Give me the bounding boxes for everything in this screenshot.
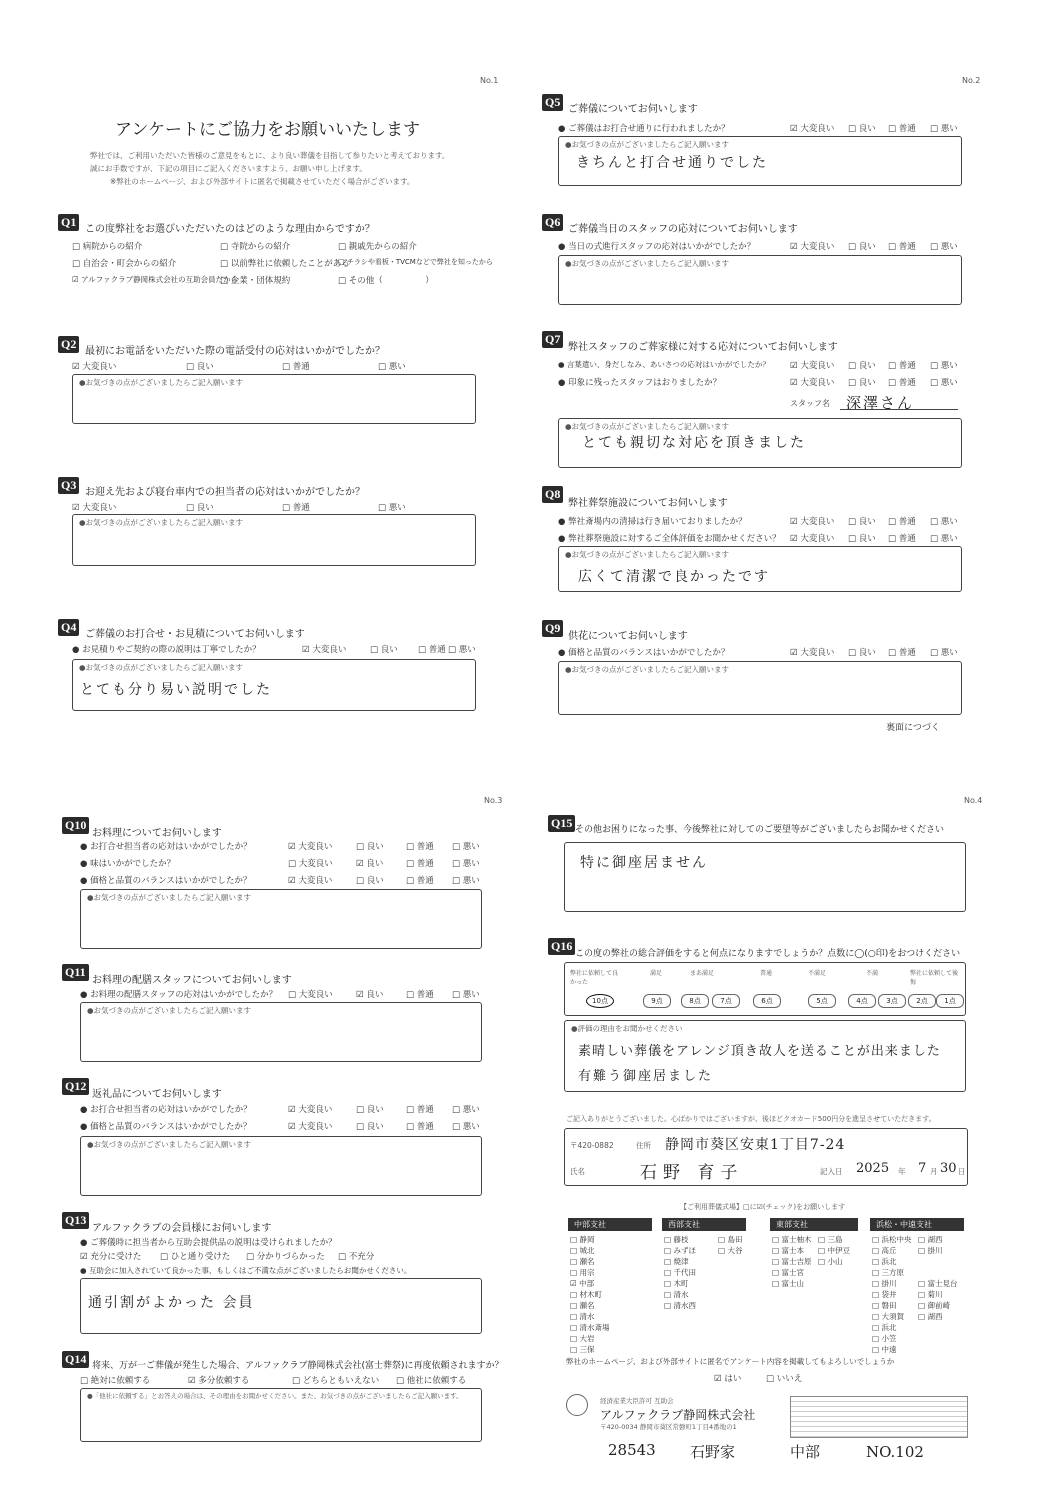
date-label: 記入日 xyxy=(820,1167,843,1176)
branch-extra[interactable]: □ 富士見台 xyxy=(918,1279,958,1288)
q16-handwritten-reason-2: 有難う御座居ました xyxy=(578,1069,714,1084)
q2-comment-box[interactable] xyxy=(72,374,476,424)
q10-number: Q10 xyxy=(62,817,89,834)
q10-option[interactable]: □ 良い xyxy=(356,842,384,852)
date-year-label: 年 xyxy=(898,1167,906,1176)
q6-option[interactable]: □ 普通 xyxy=(888,242,916,252)
footer-area: 中部 xyxy=(790,1443,821,1461)
score-10-selected[interactable]: 10点 xyxy=(586,994,614,1008)
q3-option[interactable]: □ 良い xyxy=(186,503,214,513)
q15-number: Q15 xyxy=(548,815,575,832)
q7-text: 弊社スタッフのご葬家様に対する応対についてお伺いします xyxy=(568,342,838,353)
q1-option[interactable]: □ チラシや看板・TVCMなどで弊社を知ったから xyxy=(338,258,493,266)
intro-line-3: ※弊社のホームページ、および外部サイトに匿名で掲載させていただく場合がございます。 xyxy=(110,177,415,186)
company-address: 〒420-0034 静岡市葵区常磐町1丁目4番地の1 xyxy=(600,1423,737,1431)
comment-label: ●お気づきの点がございましたらご記入願います xyxy=(87,1140,252,1149)
q1-option[interactable]: □ 自治会・町会からの紹介 xyxy=(72,259,177,269)
q13-option[interactable]: ☑ 充分に受けた xyxy=(80,1252,142,1262)
q10-option[interactable]: □ 良い xyxy=(356,876,384,886)
intro-line-1: 弊社では、ご利用いただいた皆様のご意見をもとに、より良い葬儀を目指して参りたいと考えております。 xyxy=(90,151,450,160)
q11-option[interactable]: ☑ 良い xyxy=(356,990,384,1000)
q3-number: Q3 xyxy=(58,477,79,494)
q8-number: Q8 xyxy=(542,486,563,503)
q6-option[interactable]: □ 悪い xyxy=(930,242,958,252)
q16-category: 満足 xyxy=(650,970,663,977)
q7-option[interactable]: □ 悪い xyxy=(930,378,958,388)
q15-handwritten-answer: 特に御座居ません xyxy=(580,855,708,871)
q3-option[interactable]: ☑ 大変良い xyxy=(72,503,117,513)
comment-label: ●お気づきの点がございましたらご記入願います xyxy=(565,665,730,674)
q7-option[interactable]: □ 普通 xyxy=(888,361,916,371)
q13-text: アルファクラブの会員様にお伺いします xyxy=(92,1223,272,1234)
branch-list[interactable]: □ 富士柚木 □ 富士本 □ 富士吉原 □ 富士宮 □ 富士山 xyxy=(772,1235,812,1288)
q9-option[interactable]: ☑ 大変良い xyxy=(790,648,835,658)
q10-subquestion: ● 味はいかがでしたか？ xyxy=(80,859,176,869)
q12-option[interactable]: □ 悪い xyxy=(452,1122,480,1132)
q10-option[interactable]: □ 悪い xyxy=(452,842,480,852)
q12-subquestion: ● お打合せ担当者の応対はいかがでしたか？ xyxy=(80,1105,252,1115)
q8-option[interactable]: □ 普通 xyxy=(888,517,916,527)
score-6[interactable]: 6点 xyxy=(753,994,781,1008)
q9-subquestion: ● 価格と品質のバランスはいかがでしたか？ xyxy=(558,648,730,658)
q5-text: ご葬儀についてお伺いします xyxy=(568,104,698,115)
q4-option[interactable]: ☑ 大変良い xyxy=(302,645,347,655)
q13-option[interactable]: □ 分かりづらかった xyxy=(246,1252,325,1262)
branch-extra[interactable]: □ 小山 xyxy=(818,1257,843,1266)
comment-label: ●お気づきの点がございましたらご記入願います xyxy=(87,893,252,902)
comment-label: ●お気づきの点がございましたらご記入願います xyxy=(565,259,730,268)
q8-option[interactable]: □ 良い xyxy=(848,517,876,527)
q16-category: まあ満足 xyxy=(690,970,715,977)
q1-option[interactable]: ☑ アルファクラブ静岡株式会社の互助会員だから xyxy=(72,275,239,284)
q4-option[interactable]: □ 悪い xyxy=(448,645,476,655)
q9-option[interactable]: □ 悪い xyxy=(930,648,958,658)
q16-category: 普通 xyxy=(760,970,773,977)
branch-list[interactable]: □ 藤枝 □ みずほ □ 焼津 □ 千代田 □ 木町 □ 清水 □ 清水西 xyxy=(664,1235,696,1310)
q11-option[interactable]: □ 大変良い xyxy=(288,990,333,1000)
q2-option[interactable]: □ 良い xyxy=(186,362,214,372)
score-3[interactable]: 3点 xyxy=(878,994,906,1008)
q8-option[interactable]: ☑ 大変良い xyxy=(790,534,835,544)
q2-text: 最初にお電話をいただいた際の電話受付の応対はいかがでしたか？ xyxy=(85,346,385,357)
q3-option[interactable]: □ 悪い xyxy=(378,503,406,513)
company-name: アルファクラブ静岡株式会社 xyxy=(600,1408,756,1422)
q2-number: Q2 xyxy=(58,336,79,353)
q3-option[interactable]: □ 普通 xyxy=(282,503,310,513)
publish-question: 弊社のホームページ、および外部サイトに匿名でアンケート内容を掲載してもよろしいでしょうか xyxy=(566,1357,895,1366)
q9-option[interactable]: □ 良い xyxy=(848,648,876,658)
q8-option[interactable]: ☑ 大変良い xyxy=(790,517,835,527)
page-number: No.4 xyxy=(964,796,983,805)
branch-extra[interactable]: □ 三島 xyxy=(818,1235,843,1244)
q2-option[interactable]: ☑ 大変良い xyxy=(72,362,117,372)
branch-extra[interactable]: □ 湖西 xyxy=(918,1312,943,1321)
score-2[interactable]: 2点 xyxy=(908,994,936,1008)
comment-label: ●お気づきの点がございましたらご記入願います xyxy=(565,550,730,559)
comment-label: ●お気づきの点がございましたらご記入願います xyxy=(79,378,244,387)
q11-subquestion: ● お料理の配膳スタッフの応対はいかがでしたか？ xyxy=(80,990,278,1000)
zip-code: 〒420-0882 xyxy=(570,1141,614,1150)
q6-option[interactable]: ☑ 大変良い xyxy=(790,242,835,252)
q10-text: お料理についてお伺いします xyxy=(92,828,222,839)
branch-extra[interactable]: □ 菊川 xyxy=(918,1290,943,1299)
q10-option[interactable]: □ 悪い xyxy=(452,876,480,886)
comment-label: ●お気づきの点がございましたらご記入願います xyxy=(565,422,730,431)
branch-extra[interactable]: □ 御前崎 xyxy=(918,1301,950,1310)
branch-extra[interactable]: □ 湖西 xyxy=(918,1235,943,1244)
q3-comment-box[interactable] xyxy=(72,514,476,566)
comment-label: ●お気づきの点がございましたらご記入願います xyxy=(79,663,244,672)
q1-option[interactable]: □ 以前弊社に依頼したことがある xyxy=(220,259,350,269)
q12-option[interactable]: □ 悪い xyxy=(452,1105,480,1115)
q6-subquestion: ● 当日の式進行スタッフの応対はいかがでしたか？ xyxy=(558,242,756,252)
hall-title: 【ご利用葬儀式場】□に☑(チェック)をお願いします xyxy=(680,1203,846,1211)
q16-number: Q16 xyxy=(548,938,575,955)
q9-text: 供花についてお伺いします xyxy=(568,631,688,642)
address-value: 静岡市葵区安東1丁目7-24 xyxy=(665,1137,846,1153)
q7-option[interactable]: □ 悪い xyxy=(930,361,958,371)
q14-option[interactable]: ☑ 多分依頼する xyxy=(188,1376,250,1386)
branch-extra[interactable]: □ 島田 xyxy=(718,1235,743,1244)
q12-option[interactable]: □ 良い xyxy=(356,1122,384,1132)
q7-subquestion-1: ● 言葉遣い、身だしなみ、あいさつの応対はいかがでしたか？ xyxy=(558,360,770,369)
q1-option[interactable]: □ 親戚先からの紹介 xyxy=(338,242,417,252)
q8-handwritten-answer: 広くて清潔で良かったです xyxy=(578,569,770,585)
footer-id: 28543 xyxy=(608,1441,656,1459)
q4-number: Q4 xyxy=(58,619,79,636)
q7-handwritten-answer: とても親切な対応を頂きました xyxy=(582,435,806,451)
footer-family: 石野家 xyxy=(690,1443,736,1461)
q15-text: その他お困りになった事、今後弊社に対してのご要望等がございましたらお聞かせください xyxy=(575,825,945,835)
q13-option[interactable]: □ ひと通り受けた xyxy=(160,1252,231,1262)
q8-text: 弊社葬祭施設についてお伺いします xyxy=(568,498,728,509)
q11-number: Q11 xyxy=(62,964,89,981)
q16-category: 不満足 xyxy=(808,970,827,977)
q7-option[interactable]: □ 良い xyxy=(848,361,876,371)
comment-label: ●お気づきの点がございましたらご記入願います xyxy=(565,140,730,149)
q8-option[interactable]: □ 悪い xyxy=(930,534,958,544)
q8-option[interactable]: □ 良い xyxy=(848,534,876,544)
page-number: No.2 xyxy=(962,76,981,85)
q9-number: Q9 xyxy=(542,620,563,637)
privacy-notice xyxy=(790,1396,968,1438)
q14-comment-box[interactable] xyxy=(80,1388,482,1442)
branch-list[interactable]: □ 静岡 □ 城北 □ 瀬名 □ 用宗 ☑ 中部 □ 材木町 □ 瀬名 □ 清水 □ 清水斎場 □ 大岩 □ 三保 xyxy=(570,1235,610,1354)
q4-text: ご葬儀のお打合せ・お見積についてお伺いします xyxy=(85,629,305,640)
q12-option[interactable]: □ 普通 xyxy=(406,1122,434,1132)
q10-option[interactable]: ☑ 良い xyxy=(356,859,384,869)
q16-category: 不満 xyxy=(866,970,879,977)
q10-subquestion: ● お打合せ担当者の応対はいかがでしたか？ xyxy=(80,842,252,852)
publish-no[interactable]: □ いいえ xyxy=(766,1374,803,1384)
q2-option[interactable]: □ 普通 xyxy=(282,362,310,372)
q14-option[interactable]: □ どちらともいえない xyxy=(292,1376,380,1386)
q12-option[interactable]: □ 普通 xyxy=(406,1105,434,1115)
company-assoc: 経済産業大臣許可 互助会 xyxy=(600,1397,674,1405)
q2-option[interactable]: □ 悪い xyxy=(378,362,406,372)
q10-option[interactable]: ☑ 大変良い xyxy=(288,876,333,886)
score-8[interactable]: 8点 xyxy=(681,994,709,1008)
q13-number: Q13 xyxy=(62,1212,89,1229)
continue-note: 裏面につづく xyxy=(886,723,940,733)
q10-option[interactable]: □ 普通 xyxy=(406,859,434,869)
comment-label: ●お気づきの点がございましたらご記入願います xyxy=(79,518,244,527)
q10-comment-box[interactable] xyxy=(80,889,482,949)
q5-handwritten-answer: きちんと打合せ通りでした xyxy=(576,155,768,171)
score-5[interactable]: 5点 xyxy=(808,994,836,1008)
q8-subquestion-2: ● 弊社葬祭施設に対するご全体評価をお聞かせください？ xyxy=(558,534,781,544)
q12-option[interactable]: □ 良い xyxy=(356,1105,384,1115)
page-title: アンケートにご協力をお願いいたします xyxy=(115,120,420,139)
q13-comment-label: ● 互助会に加入されていて良かった事、もしくはご不満な点がございましたらお聞かせください。 xyxy=(80,1266,412,1275)
q1-option[interactable]: □ 病院からの紹介 xyxy=(72,242,143,252)
q4-option[interactable]: □ 普通 xyxy=(418,645,446,655)
name-value: 石野 育子 xyxy=(640,1163,744,1183)
address-label: 住所 xyxy=(636,1141,651,1150)
score-9[interactable]: 9点 xyxy=(643,994,671,1008)
score-4[interactable]: 4点 xyxy=(848,994,876,1008)
thanks-note: ご記入ありがとうございました。心ばかりではございますが、後ほどクオカード500円分を進呈させていただきます。 xyxy=(566,1115,936,1123)
q7-staff-name: 深澤さん xyxy=(846,394,915,412)
q12-comment-box[interactable] xyxy=(80,1136,482,1196)
q4-subquestion: ● お見積りやご契約の際の説明は丁寧でしたか？ xyxy=(72,645,261,655)
branch-header: 東部支社 xyxy=(770,1218,858,1231)
q16-category: 弊社に依頼して良かった xyxy=(570,970,619,986)
branch-extra[interactable]: □ 掛川 xyxy=(918,1246,943,1255)
q7-subquestion-2: ● 印象に残ったスタッフはおりましたか？ xyxy=(558,378,722,388)
q9-option[interactable]: □ 普通 xyxy=(888,648,916,658)
q13-option[interactable]: □ 不充分 xyxy=(338,1252,375,1262)
date-month-label: 月 xyxy=(930,1167,938,1176)
date-year: 2025 xyxy=(856,1161,890,1176)
q14-text: 将来、万が一ご葬儀が発生した場合、アルファクラブ静岡株式会社(富士葬祭)に再度依頼されますか？ xyxy=(92,1361,504,1371)
q11-option[interactable]: □ 普通 xyxy=(406,990,434,1000)
q11-text: お料理の配膳スタッフについてお伺いします xyxy=(92,975,292,986)
score-1[interactable]: 1点 xyxy=(936,994,964,1008)
q11-comment-box[interactable] xyxy=(80,1002,482,1062)
q14-option[interactable]: □ 絶対に依頼する xyxy=(80,1376,151,1386)
name-label: 氏名 xyxy=(570,1167,585,1176)
q16-handwritten-reason-1: 素晴しい葬儀をアレンジ頂き故人を送ることが出来ました xyxy=(578,1044,941,1059)
q7-staff-label: スタッフ名 xyxy=(790,399,830,408)
q10-option[interactable]: □ 普通 xyxy=(406,876,434,886)
q8-option[interactable]: □ 悪い xyxy=(930,517,958,527)
q7-number: Q7 xyxy=(542,331,563,348)
q12-text: 返礼品についてお伺いします xyxy=(92,1089,222,1100)
q5-number: Q5 xyxy=(542,94,563,111)
comment-label: ●お気づきの点がございましたらご記入願います xyxy=(87,1006,252,1015)
footer-number: NO.102 xyxy=(866,1443,924,1461)
date-month: 7 xyxy=(918,1161,929,1176)
q10-option[interactable]: □ 悪い xyxy=(452,859,480,869)
q14-number: Q14 xyxy=(62,1351,89,1368)
q5-option[interactable]: □ 良い xyxy=(848,124,876,134)
q10-subquestion: ● 価格と品質のバランスはいかがでしたか？ xyxy=(80,876,252,886)
q12-number: Q12 xyxy=(62,1078,89,1095)
q5-subquestion: ● ご葬儀はお打合せ通りに行われましたか？ xyxy=(558,124,730,134)
page-number: No.3 xyxy=(484,796,503,805)
branch-extra[interactable]: □ 中伊豆 xyxy=(818,1246,850,1255)
publish-yes[interactable]: ☑ はい xyxy=(714,1374,742,1384)
q12-option[interactable]: ☑ 大変良い xyxy=(288,1105,333,1115)
q6-text: ご葬儀当日のスタッフの応対についてお伺いします xyxy=(568,224,798,235)
q8-option[interactable]: □ 普通 xyxy=(888,534,916,544)
date-day-label: 日 xyxy=(958,1167,966,1176)
q12-subquestion: ● 価格と品質のバランスはいかがでしたか？ xyxy=(80,1122,252,1132)
q13-handwritten-answer: 通引割がよかった 会員 xyxy=(88,1295,255,1311)
q10-option[interactable]: □ 大変良い xyxy=(288,859,333,869)
q7-option[interactable]: □ 良い xyxy=(848,378,876,388)
q16-text: この度の弊社の総合評価をすると何点になりますでしょうか？点数に◯(○印)をおつけください xyxy=(575,949,961,959)
branch-header: 西部支社 xyxy=(662,1218,746,1231)
q4-option[interactable]: □ 良い xyxy=(370,645,398,655)
q6-option[interactable]: □ 良い xyxy=(848,242,876,252)
q1-option[interactable]: □ 企業・団体規約 xyxy=(220,276,291,286)
q6-comment-box[interactable] xyxy=(558,255,962,305)
branch-header: 浜松・中遠支社 xyxy=(870,1218,964,1231)
q10-option[interactable]: ☑ 大変良い xyxy=(288,842,333,852)
q6-number: Q6 xyxy=(542,214,563,231)
q10-option[interactable]: □ 普通 xyxy=(406,842,434,852)
branch-extra[interactable]: □ 大谷 xyxy=(718,1246,743,1255)
score-7[interactable]: 7点 xyxy=(712,994,740,1008)
branch-list[interactable]: □ 浜松中央 □ 高丘 □ 浜北 □ 三方原 □ 掛川 □ 袋井 □ 磐田 □ 大須賀 □ 浜北 □ 小笠 □ 中遠 xyxy=(872,1235,912,1354)
q5-option[interactable]: ☑ 大変良い xyxy=(790,124,835,134)
intro-line-2: 誠にお手数ですが、下記の項目にご記入くださいますよう、お願い申し上げます。 xyxy=(90,164,367,173)
q8-subquestion-1: ● 弊社斎場内の清掃は行き届いておりましたか？ xyxy=(558,517,747,527)
q1-option[interactable]: □ 寺院からの紹介 xyxy=(220,242,291,252)
q13-subquestion: ● ご葬儀時に担当者から互助会提供品の説明は受けられましたか？ xyxy=(80,1238,337,1248)
q1-number: Q1 xyxy=(58,214,79,231)
page-number: No.1 xyxy=(480,76,499,85)
q16-category: 弊社に依頼して後悔 xyxy=(910,970,959,986)
q9-comment-box[interactable] xyxy=(558,661,962,715)
q5-option[interactable]: □ 悪い xyxy=(930,124,958,134)
q5-option[interactable]: □ 普通 xyxy=(888,124,916,134)
q1-option[interactable]: □ その他（ ） xyxy=(338,276,434,286)
q1-text: この度弊社をお選びいただいたのはどのような理由からですか？ xyxy=(85,224,375,235)
q12-option[interactable]: ☑ 大変良い xyxy=(288,1122,333,1132)
date-day: 30 xyxy=(940,1161,957,1176)
q16-reason-label: ●評価の理由をお聞かせください xyxy=(571,1024,683,1033)
q7-option[interactable]: □ 普通 xyxy=(888,378,916,388)
company-logo-icon xyxy=(566,1394,588,1416)
q14-comment-label: ●「他社に依頼する」とお答えの場合は、その理由をお聞かせください。また、お気づきの点がございましたらご記入願います。 xyxy=(87,1392,463,1400)
q14-option[interactable]: □ 他社に依頼する xyxy=(396,1376,467,1386)
q7-option[interactable]: ☑ 大変良い xyxy=(790,378,835,388)
staff-underline xyxy=(840,409,958,410)
q4-handwritten-answer: とても分り易い説明でした xyxy=(80,682,272,698)
q11-option[interactable]: □ 悪い xyxy=(452,990,480,1000)
q3-text: お迎え先および寝台車内での担当者の応対はいかがでしたか？ xyxy=(85,487,365,498)
q7-option[interactable]: ☑ 大変良い xyxy=(790,361,835,371)
branch-header: 中部支社 xyxy=(568,1218,652,1231)
